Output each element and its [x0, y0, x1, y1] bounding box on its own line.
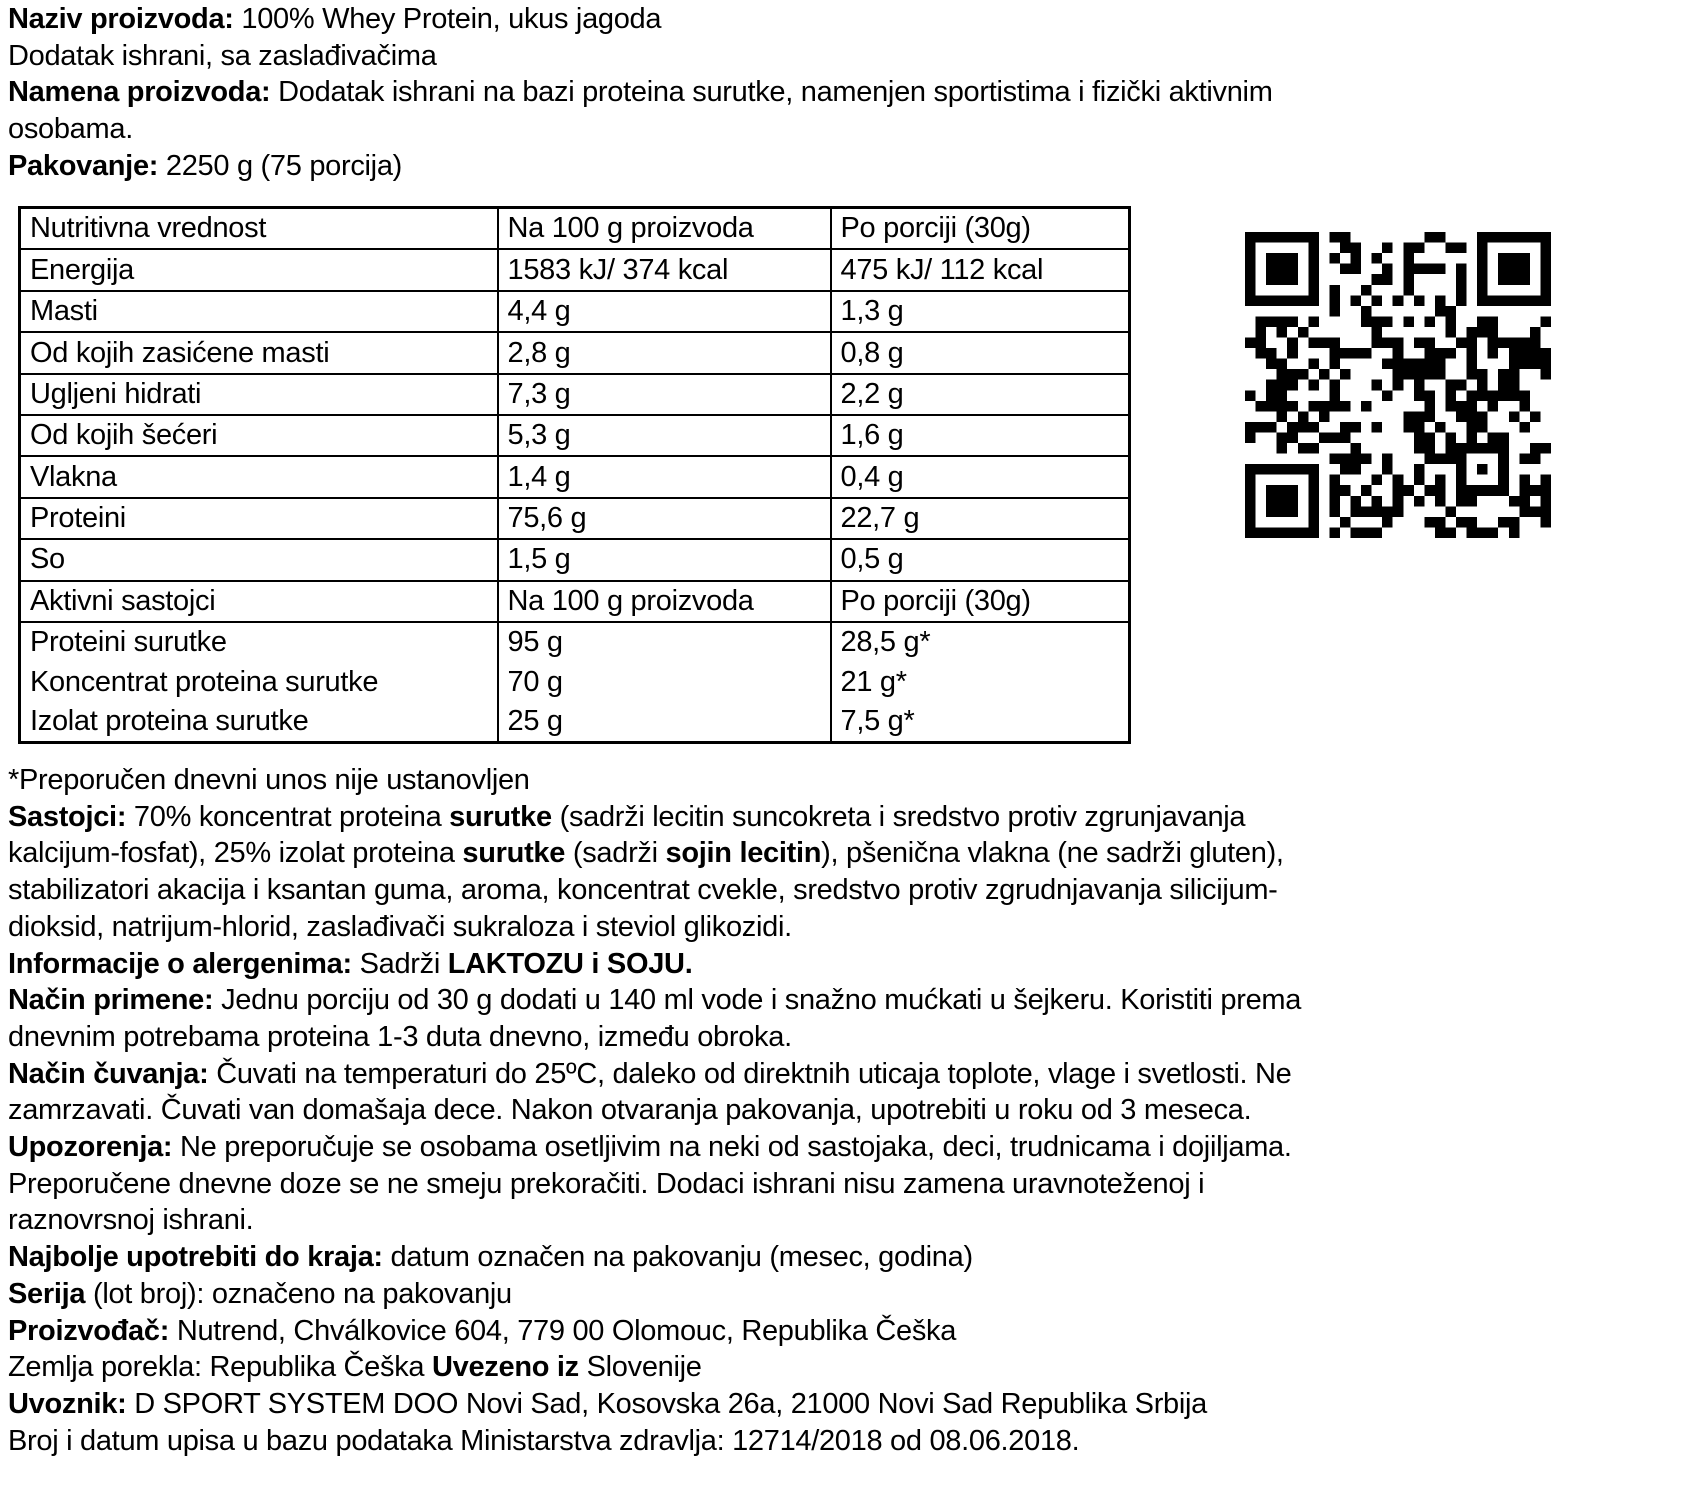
- table-row: [20, 456, 1130, 497]
- text-segment: dioksid, natrijum-hlorid, zaslađivači sukraloza i steviol glikozidi.: [8, 910, 792, 943]
- text-segment: Čuvati na temperaturi do 25ºC, daleko od direktnih uticaja toplote, vlage i svetlosti. Ne: [208, 1057, 1292, 1090]
- bold-text-segment: Proizvođač:: [8, 1314, 170, 1347]
- table-cell: Energija: [20, 249, 498, 290]
- text-segment: stabilizatori akacija i ksantan guma, aroma, koncentrat cvekle, sredstvo protiv zgrudnjavanja silicijum-: [8, 874, 1278, 907]
- table-cell: Koncentrat proteina surutke: [20, 662, 498, 701]
- qr-code: [1245, 232, 1551, 538]
- bold-text-segment: Uvezeno iz: [431, 1351, 579, 1384]
- table-cell: 21 g*: [831, 662, 1130, 701]
- bold-text-segment: Serija: [8, 1277, 86, 1310]
- text-line: [8, 946, 1692, 983]
- bold-text-segment: LAKTOZU i SOJU.: [447, 947, 693, 980]
- table-row: [20, 581, 1130, 622]
- nutrition-table-body: [20, 208, 1130, 743]
- text-segment: 100% Whey Protein, ukus jagoda: [233, 3, 662, 35]
- text-segment: (lot broj): označeno na pakovanju: [85, 1277, 512, 1310]
- table-cell: 75,6 g: [498, 498, 831, 539]
- table-cell: 1583 kJ/ 374 kcal: [498, 249, 831, 290]
- table-cell: Od kojih šećeri: [20, 415, 498, 456]
- table-cell: 1,6 g: [831, 415, 1130, 456]
- table-row: [20, 622, 1130, 662]
- table-cell: 7,5 g*: [831, 702, 1130, 743]
- text-segment: raznovrsnoj ishrani.: [8, 1204, 254, 1237]
- table-row: [20, 662, 1130, 701]
- table-cell: 95 g: [498, 622, 831, 662]
- label-body-section: [8, 762, 1692, 1459]
- table-cell: 2,2 g: [831, 374, 1130, 415]
- text-segment: Jednu porciju od 30 g dodati u 140 ml vode i snažno mućkati u šejkeru. Koristiti prema: [213, 984, 1302, 1017]
- table-cell: 28,5 g*: [831, 622, 1130, 662]
- text-line: [8, 1423, 1692, 1460]
- bold-text-segment: Upozorenja:: [8, 1131, 173, 1164]
- table-cell: 0,4 g: [831, 456, 1130, 497]
- bold-text-segment: Namena proizvoda:: [8, 76, 271, 109]
- text-segment: Nutrend, Chválkovice 604, 779 00 Olomouc, Republika Češka: [169, 1314, 957, 1347]
- text-segment: (sadrži: [565, 837, 666, 870]
- text-segment: (sadrži lecitin suncokreta i sredstvo protiv zgrunjavanja: [551, 800, 1246, 833]
- bold-text-segment: Najbolje upotrebiti do kraja:: [8, 1241, 383, 1274]
- qr-code-svg: [1245, 232, 1551, 538]
- text-segment: 70% koncentrat proteina: [126, 800, 450, 833]
- table-cell: Ugljeni hidrati: [20, 374, 498, 415]
- text-line: [8, 1129, 1692, 1166]
- text-line: [8, 762, 1692, 799]
- text-segment: osobama.: [8, 113, 133, 146]
- bold-text-segment: surutke: [449, 800, 552, 833]
- table-cell: Aktivni sastojci: [20, 581, 498, 622]
- bold-text-segment: Način čuvanja:: [8, 1057, 209, 1090]
- product-intro-section: [8, 1, 1692, 185]
- table-cell: 4,4 g: [498, 291, 831, 332]
- text-segment: *Preporučen dnevni unos nije ustanovljen: [8, 764, 530, 796]
- table-cell: Proteini: [20, 498, 498, 539]
- table-cell: Masti: [20, 291, 498, 332]
- table-cell: 1,3 g: [831, 291, 1130, 332]
- table-cell: 7,3 g: [498, 374, 831, 415]
- text-segment: zamrzavati. Čuvati van domašaja dece. Nakon otvaranja pakovanja, upotrebiti u roku od 3 meseca.: [8, 1094, 1252, 1127]
- text-segment: kalcijum-fosfat), 25% izolat proteina: [8, 837, 463, 870]
- table-cell: Po porciji (30g): [831, 581, 1130, 622]
- nutrition-table: [18, 206, 1131, 744]
- table-row: [20, 332, 1130, 373]
- table-row: [20, 291, 1130, 332]
- text-segment: dnevnim potrebama proteina 1-3 duta dnevno, između obroka.: [8, 1020, 792, 1053]
- table-cell: Po porciji (30g): [831, 208, 1130, 250]
- table-cell: Vlakna: [20, 456, 498, 497]
- table-row: [20, 539, 1130, 580]
- bold-text-segment: Uvoznik:: [8, 1387, 127, 1420]
- bold-text-segment: Način primene:: [8, 984, 214, 1017]
- table-cell: Na 100 g proizvoda: [498, 581, 831, 622]
- text-line: [8, 38, 1692, 75]
- text-segment: D SPORT SYSTEM DOO Novi Sad, Kosovska 26a, 21000 Novi Sad Republika Srbija: [126, 1387, 1208, 1420]
- table-cell: 25 g: [498, 702, 831, 743]
- text-line: [8, 1349, 1692, 1386]
- text-line: [8, 1092, 1692, 1129]
- bold-text-segment: Sastojci:: [8, 800, 127, 833]
- table-cell: 1,4 g: [498, 456, 831, 497]
- table-row: [20, 249, 1130, 290]
- bold-text-segment: sojin lecitin: [665, 837, 822, 870]
- text-line: [8, 872, 1692, 909]
- text-line: [8, 799, 1692, 836]
- text-line: [8, 111, 1692, 148]
- text-segment: Broj i datum upisa u bazu podataka Ministarstva zdravlja: 12714/2018 od 08.06.2018.: [8, 1424, 1080, 1457]
- table-cell: 22,7 g: [831, 498, 1130, 539]
- text-segment: Slovenije: [578, 1351, 702, 1384]
- table-cell: Proteini surutke: [20, 622, 498, 662]
- text-line: [8, 1166, 1692, 1203]
- table-cell: Na 100 g proizvoda: [498, 208, 831, 250]
- text-line: [8, 1276, 1692, 1313]
- bold-text-segment: surutke: [462, 837, 566, 870]
- table-row: [20, 415, 1130, 456]
- table-cell: Izolat proteina surutke: [20, 702, 498, 743]
- text-line: [8, 1313, 1692, 1350]
- text-line: [8, 835, 1692, 872]
- table-cell: 1,5 g: [498, 539, 831, 580]
- table-cell: 0,8 g: [831, 332, 1130, 373]
- text-segment: datum označen na pakovanju (mesec, godina): [382, 1241, 973, 1274]
- text-line: [8, 1056, 1692, 1093]
- bold-text-segment: Pakovanje:: [8, 149, 159, 182]
- table-row: [20, 702, 1130, 743]
- text-line: [8, 74, 1692, 111]
- text-segment: Preporučene dnevne doze se ne smeju prekoračiti. Dodaci ishrani nisu zamena uravnoteženoj i: [8, 1167, 1205, 1200]
- text-segment: Zemlja porekla: Republika Češka: [8, 1351, 432, 1384]
- text-line: [8, 1386, 1692, 1423]
- table-cell: Od kojih zasićene masti: [20, 332, 498, 373]
- text-segment: ), pšenična vlakna (ne sadrži gluten),: [821, 837, 1284, 870]
- table-cell: So: [20, 539, 498, 580]
- text-segment: Dodatak ishrani na bazi proteina surutke, namenjen sportistima i fizički aktivnim: [270, 76, 1273, 109]
- text-segment: Dodatak ishrani, sa zaslađivačima: [8, 39, 437, 72]
- text-line: [8, 1019, 1692, 1056]
- text-line: [8, 1, 1692, 38]
- table-cell: 475 kJ/ 112 kcal: [831, 249, 1130, 290]
- text-line: [8, 1239, 1692, 1276]
- text-line: [8, 1202, 1692, 1239]
- text-segment: Sadrži: [351, 947, 448, 980]
- table-row: [20, 208, 1130, 250]
- table-cell: 70 g: [498, 662, 831, 701]
- text-line: [8, 982, 1692, 1019]
- table-cell: 2,8 g: [498, 332, 831, 373]
- bold-text-segment: Informacije o alergenima:: [8, 947, 352, 980]
- table-cell: 5,3 g: [498, 415, 831, 456]
- table-cell: 0,5 g: [831, 539, 1130, 580]
- text-segment: 2250 g (75 porcija): [158, 149, 403, 182]
- table-row: [20, 374, 1130, 415]
- table-cell: Nutritivna vrednost: [20, 208, 498, 250]
- text-line: [8, 148, 1692, 185]
- text-line: [8, 909, 1692, 946]
- table-row: [20, 498, 1130, 539]
- text-segment: Ne preporučuje se osobama osetljivim na neki od sastojaka, deci, trudnicama i dojiljama.: [172, 1131, 1292, 1164]
- bold-text-segment: Naziv proizvoda:: [8, 3, 234, 35]
